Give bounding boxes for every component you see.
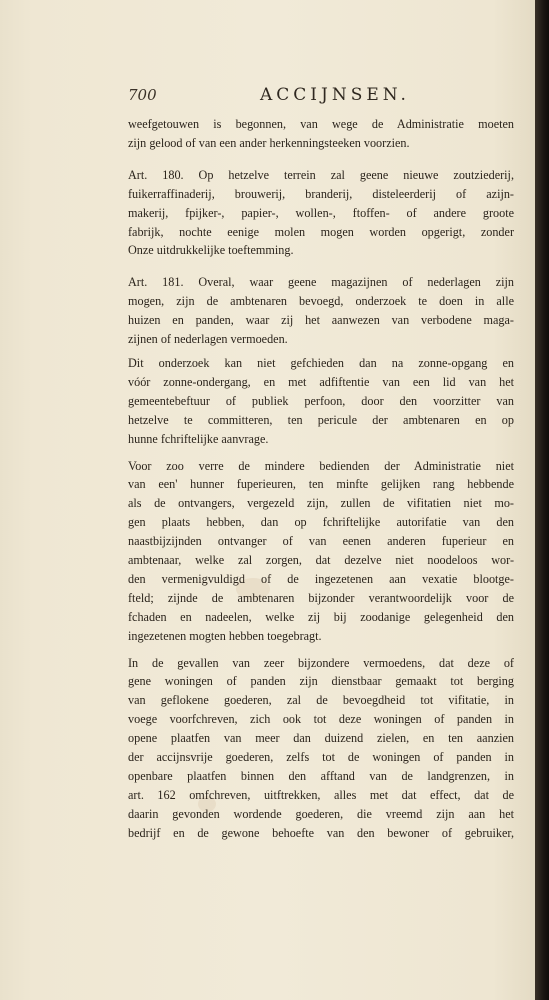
text-line: naastbijzijnden ontvanger of van eenen anderen fuperieur en [128, 534, 514, 549]
text-line: fuikerraffinaderij, brouwerij, branderij, disteleerderij of azijn- [128, 186, 514, 201]
text-line: Art. 181. Overal, waar geene magazijnen of nederlagen zijn [128, 275, 514, 290]
text-line: hunne fchriftelijke aanvrage. [128, 431, 269, 446]
text-line: mogen, zijn de ambtenaren bevoegd, onderzoek te doen in alle [128, 294, 514, 309]
text-line: zijnen of nederlagen vermoeden. [128, 332, 288, 347]
text-line: ingezetenen mogten hebben toegebragt. [128, 628, 322, 643]
text-line: zijn gelood of van een ander herkenningsteeken voorzien. [128, 135, 410, 150]
paragraph-continuation [128, 115, 514, 153]
running-head: ACCIJNSEN. [260, 85, 410, 105]
text-line: fabrijk, nochte eenige molen mogen worden opgerigt, zonder [128, 224, 514, 239]
text-line: vóór zonne-ondergang, en met adfiftentie van een lid van het [128, 374, 514, 389]
text-line: der accijnsvrije goederen, zelfs tot de woningen of panden in [128, 750, 514, 765]
page-edge-shadow [535, 0, 549, 1000]
text-line: In de gevallen van zeer bijzondere vermoedens, dat deze of [128, 655, 514, 670]
text-line: Voor zoo verre de mindere bedienden der Administratie niet [128, 458, 514, 473]
text-line: Art. 180. Op hetzelve terrein zal geene nieuwe zoutziederij, [128, 167, 514, 182]
paragraph-onderzoek [128, 354, 514, 449]
paragraph-bedienden [128, 457, 514, 646]
text-line: fteld; zijnde de ambtenaren bijzonder verantwoordelijk voor de [128, 590, 514, 605]
text-line: gene woningen of panden zijn dienstbaar gemaakt tot berging [128, 674, 514, 689]
paragraph-vermoedens [128, 654, 514, 843]
body-text [128, 115, 514, 843]
paragraph-art-181 [128, 273, 514, 349]
text-line: huizen en panden, waar zij het aanwezen van verbodene maga- [128, 313, 514, 328]
text-line: opene plaatfen van meer dan duizend zielen, en ten aanzien [128, 731, 514, 746]
text-line: Dit onderzoek kan niet gefchieden dan na zonne-opgang en [128, 355, 514, 370]
text-line: hetzelve te committeren, ten pericule der ambtenaren en op [128, 412, 514, 427]
text-line: Onze uitdrukkelijke toeftemming. [128, 243, 294, 258]
text-line: art. 162 omfchreven, uitftrekken, alles met dat effect, dat de [128, 787, 514, 802]
text-line: weefgetouwen is begonnen, van wege de Administratie moeten [128, 117, 514, 131]
text-line: gen plaats hebben, dan op fchriftelijke autorifatie van den [128, 515, 514, 530]
text-line: makerij, fpijker-, papier-, wollen-, ftoffen- of andere groote [128, 205, 514, 220]
text-line: gemeentebeftuur of publiek perfoon, door den voorzitter van [128, 393, 514, 408]
paragraph-art-180 [128, 166, 514, 261]
text-line: ambtenaar, welke zal zorgen, dat dezelve niet noodeloos wor- [128, 553, 514, 568]
text-line: voege voorfchreven, zich ook tot deze woningen of panden in [128, 712, 514, 727]
text-line: fchaden en nadeelen, welke zij bij zoodanige gelegenheid den [128, 609, 514, 624]
page-header [128, 86, 518, 110]
page-number: 700 [128, 86, 157, 104]
text-line: openbare plaatfen binnen den afftand van de landgrenzen, in [128, 769, 514, 783]
text-line: van geflokene goederen, zal de bevoegdheid tot vifitatie, in [128, 693, 514, 708]
text-line: daarin gevonden wordende goederen, die vreemd zijn aan het [128, 806, 514, 821]
text-line: als de ontvangers, vergezeld zijn, zullen de vifitatien niet mo- [128, 496, 514, 511]
text-line: van een' hunner fuperieuren, ten minfte gelijken rang hebbende [128, 477, 514, 492]
text-line: den vermenigvuldigd of de ingezetenen aan vexatie blootge- [128, 571, 514, 586]
text-line: bedrijf en de gewone behoefte van den bewoner of gebruiker, [128, 825, 514, 840]
